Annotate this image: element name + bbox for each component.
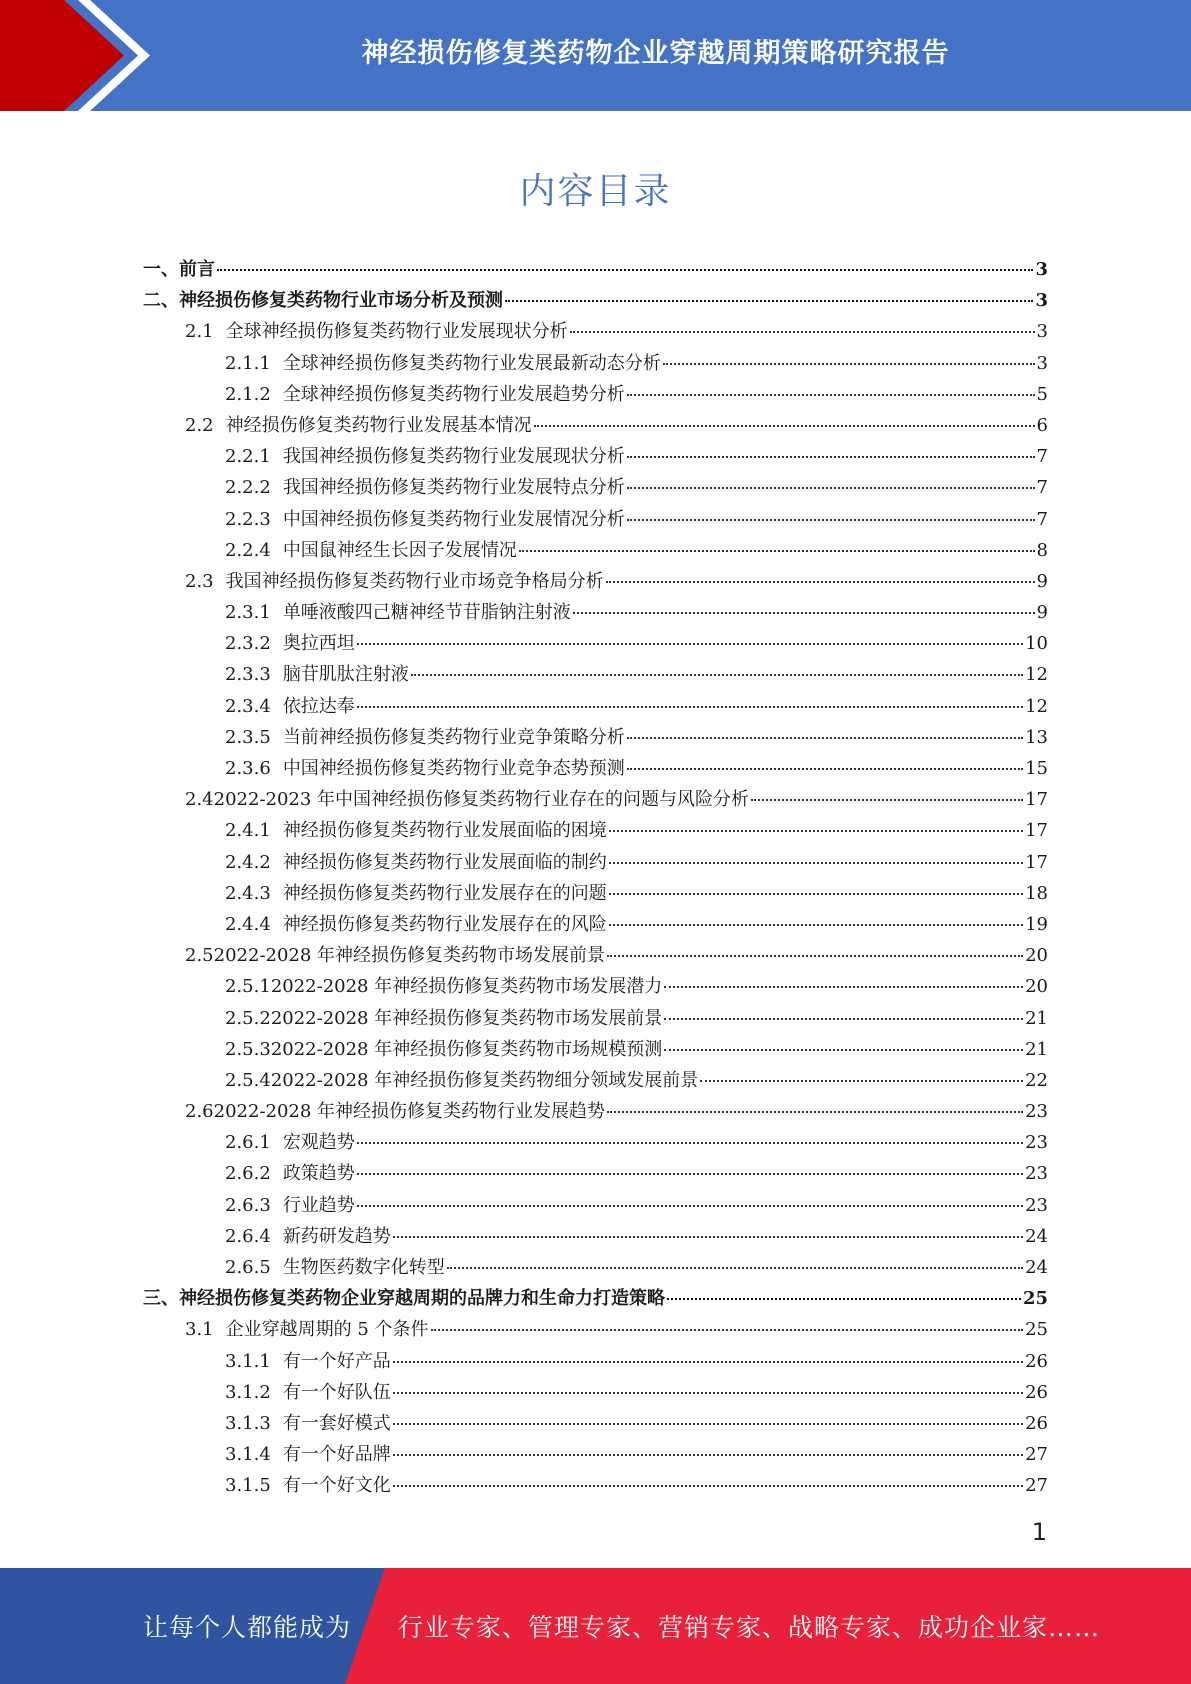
table-of-contents <box>143 254 1048 1502</box>
toc-entry-title: 2022-2028 年神经损伤修复类药物行业发展趋势 <box>213 1101 606 1123</box>
toc-entry[interactable] <box>143 1252 1048 1283</box>
toc-entry[interactable] <box>143 1190 1048 1221</box>
toc-entry-title: 政策趋势 <box>282 1163 355 1185</box>
toc-entry-number: 2.2 <box>185 414 214 436</box>
toc-entry-page: 7 <box>1036 508 1048 530</box>
toc-dot-leader <box>357 642 1023 645</box>
toc-entry[interactable] <box>143 722 1048 753</box>
toc-entry-page: 17 <box>1025 820 1048 842</box>
toc-dot-leader <box>393 1453 1023 1456</box>
toc-dot-leader <box>357 705 1023 708</box>
toc-dot-leader <box>700 1079 1023 1082</box>
toc-dot-leader <box>431 1328 1024 1331</box>
toc-entry-page: 9 <box>1036 602 1048 624</box>
toc-dot-leader <box>573 611 1035 614</box>
toc-entry-title: 2022-2023 年中国神经损伤修复类药物行业存在的问题与风险分析 <box>213 789 750 811</box>
toc-entry-number: 2.3.6 <box>225 758 271 779</box>
toc-entry-title: 神经损伤修复类药物行业发展存在的问题 <box>282 882 607 904</box>
toc-entry-number: 2.5 <box>185 945 214 967</box>
toc-entry[interactable] <box>143 504 1048 535</box>
toc-entry[interactable] <box>143 1127 1048 1158</box>
toc-entry-number: 2.3.4 <box>225 695 271 717</box>
toc-entry-page: 21 <box>1025 1038 1048 1060</box>
toc-entry-number: 2.2.2 <box>225 477 271 499</box>
toc-entry-page: 27 <box>1025 1444 1048 1466</box>
footer-banner <box>0 1568 1191 1684</box>
toc-entry-number: 2.4 <box>185 789 214 811</box>
toc-entry-page: 13 <box>1025 726 1048 748</box>
toc-entry[interactable] <box>143 348 1048 379</box>
toc-entry[interactable] <box>143 379 1048 410</box>
toc-entry-page: 23 <box>1025 1163 1048 1185</box>
toc-dot-leader <box>393 1360 1023 1363</box>
toc-entry-number: 2.4.1 <box>225 820 271 842</box>
toc-entry-page: 27 <box>1025 1475 1048 1497</box>
toc-entry[interactable] <box>143 566 1048 597</box>
header-banner <box>0 0 1191 111</box>
toc-entry-title: 脑苷肌肽注射液 <box>282 664 409 686</box>
report-title: 神经损伤修复类药物企业穿越周期策略研究报告 <box>361 37 950 69</box>
toc-dot-leader <box>606 580 1035 583</box>
toc-dot-leader <box>447 1266 1023 1269</box>
toc-entry-number: 2.6.4 <box>225 1225 271 1247</box>
toc-entry[interactable] <box>143 971 1048 1002</box>
toc-entry-page: 23 <box>1025 1132 1048 1154</box>
toc-entry-title: 我国神经损伤修复类药物行业发展现状分析 <box>282 446 625 468</box>
toc-entry[interactable] <box>143 784 1048 815</box>
toc-dot-leader <box>609 923 1023 926</box>
toc-dot-leader <box>393 1235 1023 1238</box>
toc-entry-number: 3.1.2 <box>225 1381 271 1403</box>
toc-entry[interactable] <box>143 1283 1048 1314</box>
toc-entry-page: 3 <box>1036 321 1048 343</box>
toc-dot-leader <box>607 954 1023 957</box>
toc-entry-number: 2.2.4 <box>225 539 271 561</box>
toc-dot-leader <box>393 1391 1023 1394</box>
toc-dot-leader <box>664 1048 1023 1051</box>
toc-entry[interactable] <box>143 1377 1048 1408</box>
toc-entry-page: 8 <box>1036 539 1048 561</box>
footer-slogan-left: 让每个人都能成为 <box>143 1613 352 1642</box>
toc-dot-leader <box>357 1172 1023 1175</box>
toc-entry[interactable] <box>143 878 1048 909</box>
toc-entry-page: 15 <box>1025 758 1048 779</box>
toc-entry-page: 12 <box>1025 695 1048 717</box>
toc-entry-title: 生物医药数字化转型 <box>282 1257 445 1278</box>
toc-entry-title: 新药研发趋势 <box>282 1225 391 1247</box>
toc-entry-title: 一、前言 <box>143 259 215 280</box>
toc-entry-page: 7 <box>1036 446 1048 468</box>
toc-entry-title: 全球神经损伤修复类药物行业发展趋势分析 <box>282 383 625 405</box>
toc-dot-leader <box>570 330 1035 333</box>
toc-entry-page: 17 <box>1025 851 1048 873</box>
toc-dot-leader <box>393 1484 1023 1487</box>
toc-dot-leader <box>393 1422 1023 1425</box>
toc-entry-title: 神经损伤修复类药物行业发展基本情况 <box>225 414 532 436</box>
toc-entry-title: 单唾液酸四己糖神经节苷脂钠注射液 <box>282 602 571 624</box>
toc-entry[interactable] <box>143 316 1048 347</box>
toc-entry[interactable] <box>143 1346 1048 1377</box>
toc-entry-title: 有一个好队伍 <box>282 1381 391 1403</box>
toc-entry[interactable] <box>143 909 1048 940</box>
toc-entry-title: 行业趋势 <box>282 1194 355 1216</box>
toc-entry[interactable] <box>143 1470 1048 1501</box>
toc-entry-number: 2.5.2 <box>225 1007 271 1029</box>
toc-dot-leader <box>627 518 1035 521</box>
toc-dot-leader <box>627 393 1035 396</box>
toc-entry[interactable] <box>143 1314 1048 1345</box>
toc-entry-page: 20 <box>1025 976 1048 998</box>
toc-entry-page: 5 <box>1036 383 1048 405</box>
toc-entry[interactable] <box>143 847 1048 878</box>
toc-entry-title: 2022-2028 年神经损伤修复类药物市场发展前景 <box>213 945 606 967</box>
toc-entry-number: 2.3 <box>185 570 214 592</box>
toc-entry[interactable] <box>143 1065 1048 1096</box>
toc-entry-title: 神经损伤修复类药物行业发展存在的风险 <box>282 913 607 935</box>
toc-entry[interactable] <box>143 1096 1048 1127</box>
toc-entry[interactable] <box>143 410 1048 441</box>
toc-dot-leader <box>667 1297 1021 1300</box>
toc-entry[interactable] <box>143 1003 1048 1034</box>
toc-entry-number: 2.6.3 <box>225 1194 271 1216</box>
page-number: 1 <box>1031 1518 1047 1546</box>
toc-dot-leader <box>627 736 1023 739</box>
toc-entry-number: 3.1.4 <box>225 1444 271 1466</box>
toc-entry-page: 3 <box>1035 259 1048 280</box>
toc-entry-page: 26 <box>1025 1412 1048 1434</box>
toc-entry-title: 三、神经损伤修复类药物企业穿越周期的品牌力和生命力打造策略 <box>143 1288 665 1310</box>
toc-entry-number: 3.1.1 <box>225 1350 271 1372</box>
toc-entry[interactable] <box>143 1439 1048 1470</box>
toc-entry[interactable] <box>143 472 1048 503</box>
toc-dot-leader <box>519 549 1035 552</box>
toc-dot-leader <box>609 829 1023 832</box>
toc-entry-page: 25 <box>1025 1319 1048 1341</box>
toc-entry-number: 2.6.1 <box>225 1132 271 1154</box>
toc-entry-number: 2.4.4 <box>225 913 271 935</box>
toc-entry-number: 2.6 <box>185 1101 214 1123</box>
toc-entry[interactable] <box>143 597 1048 628</box>
toc-entry[interactable] <box>143 691 1048 722</box>
toc-entry[interactable] <box>143 1034 1048 1065</box>
toc-entry-page: 26 <box>1025 1381 1048 1403</box>
toc-entry-title: 二、神经损伤修复类药物行业市场分析及预测 <box>143 290 503 312</box>
toc-entry-number: 2.3.2 <box>225 633 271 655</box>
toc-dot-leader <box>627 486 1035 489</box>
toc-entry-title: 有一个好品牌 <box>282 1444 391 1466</box>
toc-entry-title: 全球神经损伤修复类药物行业发展最新动态分析 <box>282 352 661 374</box>
toc-entry[interactable] <box>143 254 1048 285</box>
toc-entry-number: 2.3.3 <box>225 664 271 686</box>
toc-dot-leader <box>627 767 1023 770</box>
toc-dot-leader <box>663 362 1035 365</box>
toc-dot-leader <box>505 299 1033 302</box>
toc-entry[interactable] <box>143 940 1048 971</box>
toc-entry-number: 2.4.2 <box>225 851 271 873</box>
toc-entry-number: 2.1.1 <box>225 352 271 374</box>
toc-entry-title: 2022-2028 年神经损伤修复类药物市场发展潜力 <box>270 976 663 998</box>
toc-entry-number: 2.3.5 <box>225 726 271 748</box>
toc-entry-page: 10 <box>1025 633 1048 655</box>
toc-entry-page: 9 <box>1036 570 1048 592</box>
toc-entry[interactable] <box>143 535 1048 566</box>
toc-entry-page: 3 <box>1036 352 1048 374</box>
toc-dot-leader <box>664 985 1023 988</box>
toc-entry-page: 23 <box>1025 1194 1048 1216</box>
toc-entry-number: 2.5.4 <box>225 1069 271 1091</box>
toc-dot-leader <box>357 1141 1023 1144</box>
toc-entry-title: 中国鼠神经生长因子发展情况 <box>282 539 517 561</box>
toc-entry-page: 23 <box>1025 1101 1048 1123</box>
toc-entry-page: 25 <box>1022 1288 1048 1310</box>
toc-dot-leader <box>357 1204 1023 1207</box>
toc-entry-number: 3.1.3 <box>225 1412 271 1434</box>
toc-entry[interactable] <box>143 285 1048 316</box>
toc-entry[interactable] <box>143 441 1048 472</box>
toc-entry[interactable] <box>143 659 1048 690</box>
toc-entry-number: 2.6.2 <box>225 1163 271 1185</box>
toc-entry-page: 21 <box>1025 1007 1048 1029</box>
toc-entry[interactable] <box>143 753 1048 784</box>
toc-entry-title: 企业穿越周期的 5 个条件 <box>225 1319 429 1341</box>
toc-entry-title: 我国神经损伤修复类药物行业发展特点分析 <box>282 477 625 499</box>
toc-entry-number: 2.5.3 <box>225 1038 271 1060</box>
toc-entry-title: 2022-2028 年神经损伤修复类药物细分领域发展前景 <box>270 1069 699 1091</box>
toc-entry-number: 2.2.1 <box>225 446 271 468</box>
toc-dot-leader <box>609 892 1023 895</box>
toc-entry-title: 中国神经损伤修复类药物行业发展情况分析 <box>282 508 625 530</box>
toc-entry-page: 20 <box>1025 945 1048 967</box>
toc-entry-title: 我国神经损伤修复类药物行业市场竞争格局分析 <box>225 570 604 592</box>
toc-entry-number: 3.1 <box>185 1319 214 1341</box>
toc-entry-number: 2.5.1 <box>225 976 271 998</box>
toc-entry-page: 6 <box>1036 414 1048 436</box>
toc-entry-number: 3.1.5 <box>225 1475 271 1497</box>
toc-entry-title: 有一个好文化 <box>282 1475 391 1497</box>
toc-entry-title: 有一个好产品 <box>282 1350 391 1372</box>
toc-entry-page: 22 <box>1025 1069 1048 1091</box>
toc-entry-number: 2.3.1 <box>225 602 271 624</box>
toc-dot-leader <box>534 424 1035 427</box>
toc-entry[interactable] <box>143 1221 1048 1252</box>
toc-entry-title: 依拉达奉 <box>282 695 355 717</box>
toc-dot-leader <box>411 673 1023 676</box>
toc-entry-title: 宏观趋势 <box>282 1132 355 1154</box>
toc-entry-title: 2022-2028 年神经损伤修复类药物市场发展前景 <box>270 1007 663 1029</box>
toc-entry-page: 24 <box>1025 1225 1048 1247</box>
toc-entry-page: 12 <box>1025 664 1048 686</box>
toc-dot-leader <box>627 455 1035 458</box>
toc-entry-page: 3 <box>1035 290 1048 312</box>
toc-heading: 内容目录 <box>519 171 672 212</box>
toc-entry-page: 7 <box>1036 477 1048 499</box>
toc-entry-page: 17 <box>1025 789 1048 811</box>
toc-dot-leader <box>609 861 1023 864</box>
header-arrow-decoration <box>0 0 160 111</box>
footer-slogan-right: 行业专家、管理专家、营销专家、战略专家、成功企业家…… <box>398 1613 1101 1642</box>
toc-dot-leader <box>751 798 1023 801</box>
toc-entry[interactable] <box>143 1158 1048 1189</box>
toc-entry-number: 2.6.5 <box>225 1257 271 1278</box>
toc-entry-title: 中国神经损伤修复类药物行业竞争态势预测 <box>282 758 625 779</box>
toc-entry-number: 2.1 <box>185 321 214 343</box>
toc-entry-title: 全球神经损伤修复类药物行业发展现状分析 <box>225 321 568 343</box>
toc-entry-title: 当前神经损伤修复类药物行业竞争策略分析 <box>282 726 625 748</box>
toc-entry-title: 有一套好模式 <box>282 1412 391 1434</box>
toc-dot-leader <box>217 268 1033 271</box>
toc-entry-number: 2.2.3 <box>225 508 271 530</box>
toc-entry[interactable] <box>143 815 1048 846</box>
toc-entry[interactable] <box>143 1408 1048 1439</box>
toc-entry-number: 2.1.2 <box>225 383 271 405</box>
toc-entry-title: 神经损伤修复类药物行业发展面临的制约 <box>282 851 607 873</box>
toc-entry-title: 2022-2028 年神经损伤修复类药物市场规模预测 <box>270 1038 663 1060</box>
toc-entry-page: 18 <box>1025 882 1048 904</box>
toc-entry-page: 26 <box>1025 1350 1048 1372</box>
toc-dot-leader <box>607 1110 1023 1113</box>
toc-entry-number: 2.4.3 <box>225 882 271 904</box>
toc-dot-leader <box>664 1017 1023 1020</box>
toc-entry-page: 19 <box>1025 913 1048 935</box>
toc-entry-title: 奥拉西坦 <box>282 633 355 655</box>
toc-entry-title: 神经损伤修复类药物行业发展面临的困境 <box>282 820 607 842</box>
toc-entry-page: 24 <box>1025 1257 1048 1278</box>
toc-entry[interactable] <box>143 628 1048 659</box>
